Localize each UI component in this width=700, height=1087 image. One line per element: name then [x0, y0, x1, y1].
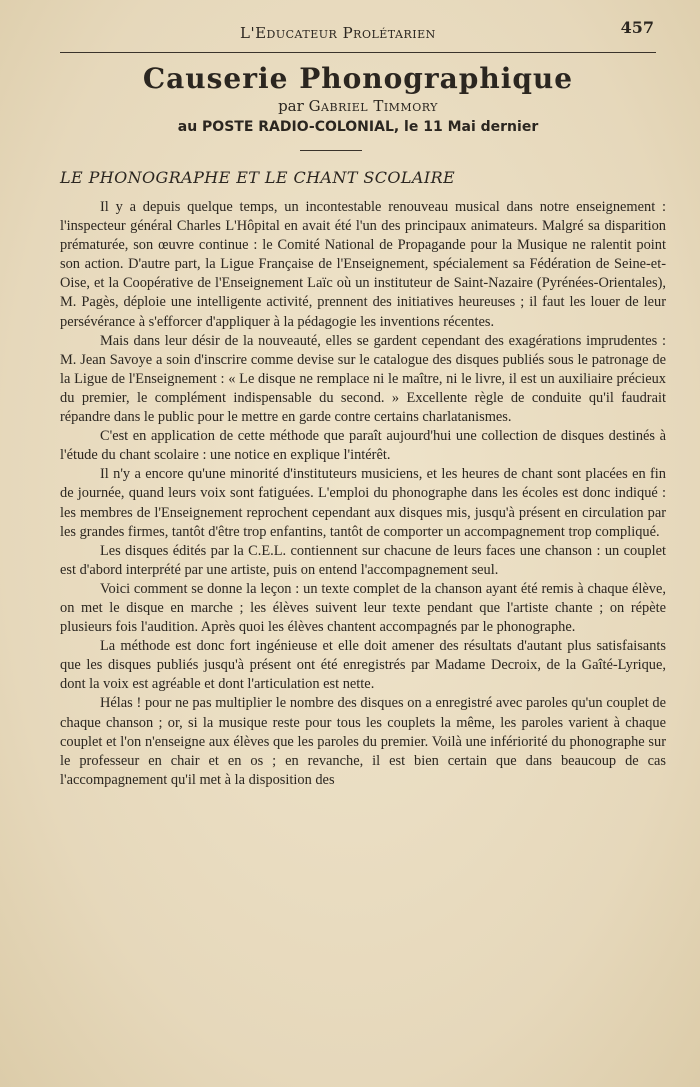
author-name: Gabriel Timmory: [308, 97, 438, 115]
article-body: [60, 198, 666, 790]
journal-title: L'Educateur Prolétarien: [240, 24, 436, 42]
byline: [60, 96, 656, 116]
byline-prefix: par: [278, 97, 304, 115]
paragraph: Mais dans leur désir de la nouveauté, elles se gardent cependant des exagérations imprudentes : M. Jean Savoye a soin d'inscrire comme devise sur le catalogue des disques publiés sous le patronage de la Ligue de l'Enseignement : « Le disque ne remplace ni le maître, ni le livre, il est un auxiliaire précieux du premier, le complément indispensable du second. » Excellente règle de conduite qu'il faudrait répandre dans le public pour le mettre en garde contre certains charlatanismes.: [60, 332, 666, 426]
page-number: 457: [620, 18, 654, 37]
paragraph: Voici comment se donne la leçon : un texte complet de la chanson ayant été remis à chaque élève, on met le disque en marche ; les élèves suivent leur texte pendant que l'artiste chante ; on répète plusieurs fois l'audition. Après quoi les élèves chantent accompagnés par le phonographe.: [60, 580, 666, 636]
article-title: Causerie Phonographique: [142, 62, 574, 95]
section-heading: LE PHONOGRAPHE ET LE CHANT SCOLAIRE: [60, 168, 456, 187]
paragraph: Les disques édités par la C.E.L. contiennent sur chacune de leurs faces une chanson : un couplet est d'abord interprété par une artiste, puis on entend l'accompagnement seul.: [60, 542, 666, 578]
running-header: [60, 18, 656, 53]
paragraph: Il y a depuis quelque temps, un incontestable renouveau musical dans notre enseignement : l'inspecteur général Charles L'Hôpital en avait été l'un des principaux animateurs. Malgré sa disparition prématurée, son œuvre continue : le Comité National de Propagande pour la Musique ne ralentit point son action. D'autre part, la Ligue Française de l'Enseignement, spécialement sa Fédération de Seine-et-Oise, et la Coopérative de l'Enseignement Laïc où un instituteur de Saint-Nazaire (Pyrénées-Orientales), M. Pagès, déploie une intelligente activité, prennent des initiatives heureuses ; il faut les louer de leur persévérance à s'efforcer d'appliquer à la pédagogie les inventions récentes.: [60, 199, 666, 330]
broadcast-info: au POSTE RADIO-COLONIAL, le 11 Mai dernier: [177, 119, 539, 135]
paragraph: C'est en application de cette méthode que paraît aujourd'hui une collection de disques destinés à l'étude du chant scolaire : une notice en explique l'intérêt.: [60, 428, 666, 464]
paragraph: La méthode est donc fort ingénieuse et elle doit amener des résultats d'autant plus satisfaisants que les disques publiés jusqu'à présent ont été enregistrés par Madame Decroix, de la Gaîté-Lyrique, dont la voix est agréable et dont l'articulation est nette.: [60, 638, 666, 693]
article-title-block: [60, 62, 656, 137]
paragraph: Hélas ! pour ne pas multiplier le nombre des disques on a enregistré avec paroles qu'un couplet de chaque chanson ; or, si la musique reste pour tous les couplets la même, les paroles varient à chaque couplet et l'on n'enseigne aux élèves que les paroles du premier. Voilà une infériorité du phonographe sur le professeur en chair et en os ; en revanche, il est bien certain que dans beaucoup de cas l'accompagnement qu'il met à la disposition des: [60, 695, 666, 788]
title-divider: [300, 150, 362, 151]
paragraph: Il n'y a encore qu'une minorité d'instituteurs musiciens, et les heures de chant sont placées en fin de journée, quand leurs voix sont fatiguées. L'emploi du phonographe dans les écoles est donc indiqué : les membres de l'Enseignement reprochent cependant aux disques mis, jusqu'à présent en circulation par les grandes firmes, tantôt d'être trop enfantins, tantôt de comporter un accompagnement trop compliqué.: [60, 466, 666, 540]
